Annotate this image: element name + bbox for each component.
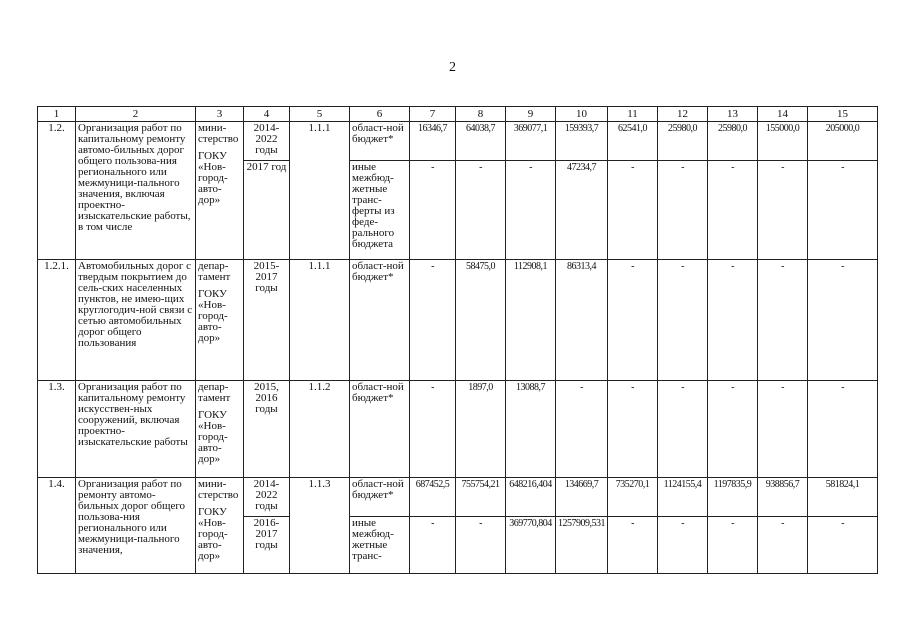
- agency-primary: депар-тамент: [198, 381, 231, 404]
- target-code: 1.1.1: [290, 260, 350, 381]
- value-cell: 369770,804: [506, 517, 556, 574]
- value-cell: -: [608, 161, 658, 260]
- header-cell: 2: [76, 107, 196, 122]
- table-row: [38, 478, 878, 517]
- value-cell: -: [456, 161, 506, 260]
- funding-source: иные межбюд-жетные транс-: [350, 517, 410, 574]
- value-cell: 369077,1: [506, 122, 556, 161]
- funding-source: област-ной бюджет*: [350, 122, 410, 161]
- years-cell: 2014-2022 годы: [244, 122, 290, 161]
- value-cell: 13088,7: [506, 381, 556, 478]
- header-cell: 6: [350, 107, 410, 122]
- value-cell: 1197835,9: [708, 478, 758, 517]
- target-code: 1.1.3: [290, 478, 350, 574]
- value-cell: -: [410, 381, 456, 478]
- agency-primary: мини-стерство: [198, 478, 239, 501]
- value-cell: -: [410, 260, 456, 381]
- value-cell: 755754,21: [456, 478, 506, 517]
- header-cell: 14: [758, 107, 808, 122]
- value-cell: 938856,7: [758, 478, 808, 517]
- target-code: 1.1.1: [290, 122, 350, 260]
- header-cell: 7: [410, 107, 456, 122]
- value-cell: -: [808, 161, 878, 260]
- header-cell: 5: [290, 107, 350, 122]
- header-cell: 1: [38, 107, 76, 122]
- value-cell: -: [658, 260, 708, 381]
- value-cell: -: [658, 381, 708, 478]
- value-cell: 1124155,4: [658, 478, 708, 517]
- value-cell: 25980,0: [708, 122, 758, 161]
- value-cell: 58475,0: [456, 260, 506, 381]
- value-cell: -: [708, 381, 758, 478]
- row-number: 1.2.1.: [38, 260, 76, 381]
- program-table: [37, 106, 878, 574]
- row-number: 1.3.: [38, 381, 76, 478]
- years-cell: 2014-2022 годы: [244, 478, 290, 517]
- value-cell: 47234,7: [556, 161, 608, 260]
- value-cell: -: [410, 517, 456, 574]
- agency-secondary: ГОКУ «Нов-город-авто-дор»: [198, 288, 228, 344]
- agency-primary: депар-тамент: [198, 260, 231, 283]
- agency-secondary: ГОКУ «Нов-город-авто-дор»: [198, 506, 228, 562]
- header-row: [38, 107, 878, 122]
- value-cell: -: [410, 161, 456, 260]
- years-cell: 2015, 2016 годы: [244, 381, 290, 478]
- value-cell: 134669,7: [556, 478, 608, 517]
- agency-cell: [196, 478, 244, 574]
- activity-name: Организация работ по капитальному ремонту искусствен-ных сооружений, включая проектно-изыскательские работы: [76, 381, 196, 478]
- funding-source: област-ной бюджет*: [350, 478, 410, 517]
- value-cell: -: [608, 517, 658, 574]
- agency-cell: [196, 381, 244, 478]
- agency-primary: мини-стерство: [198, 122, 239, 145]
- value-cell: -: [608, 260, 658, 381]
- activity-name: Автомобильных дорог с твердым покрытием до сель-ских населенных пунктов, не имею-щих круглогодич-ной связи с сетью автомобильных дорог общего пользования: [76, 260, 196, 381]
- value-cell: 112908,1: [506, 260, 556, 381]
- table-row: [38, 122, 878, 161]
- years-cell: 2016-2017 годы: [244, 517, 290, 574]
- page-number: 2: [449, 60, 456, 75]
- value-cell: 735270,1: [608, 478, 658, 517]
- table-row: [38, 381, 878, 478]
- funding-source: иные межбюд-жетные транс-ферты из феде-рального бюджета: [350, 161, 410, 260]
- header-cell: 4: [244, 107, 290, 122]
- header-cell: 11: [608, 107, 658, 122]
- value-cell: -: [456, 517, 506, 574]
- value-cell: 62541,0: [608, 122, 658, 161]
- years-cell: 2015-2017 годы: [244, 260, 290, 381]
- years-cell: 2017 год: [244, 161, 290, 260]
- value-cell: 64038,7: [456, 122, 506, 161]
- value-cell: -: [758, 517, 808, 574]
- value-cell: -: [608, 381, 658, 478]
- value-cell: 25980,0: [658, 122, 708, 161]
- value-cell: -: [708, 517, 758, 574]
- funding-source: област-ной бюджет*: [350, 381, 410, 478]
- value-cell: -: [808, 260, 878, 381]
- value-cell: 1897,0: [456, 381, 506, 478]
- agency-secondary: ГОКУ «Нов-город-авто-дор»: [198, 150, 228, 206]
- value-cell: -: [658, 517, 708, 574]
- header-cell: 8: [456, 107, 506, 122]
- value-cell: 581824,1: [808, 478, 878, 517]
- header-cell: 10: [556, 107, 608, 122]
- value-cell: -: [708, 260, 758, 381]
- value-cell: -: [808, 517, 878, 574]
- value-cell: -: [758, 161, 808, 260]
- agency-cell: [196, 122, 244, 260]
- header-cell: 3: [196, 107, 244, 122]
- funding-source: област-ной бюджет*: [350, 260, 410, 381]
- value-cell: -: [758, 381, 808, 478]
- value-cell: -: [708, 161, 758, 260]
- header-cell: 13: [708, 107, 758, 122]
- header-cell: 12: [658, 107, 708, 122]
- value-cell: 205000,0: [808, 122, 878, 161]
- header-cell: 15: [808, 107, 878, 122]
- value-cell: -: [506, 161, 556, 260]
- value-cell: 155000,0: [758, 122, 808, 161]
- value-cell: 648216,404: [506, 478, 556, 517]
- row-number: 1.4.: [38, 478, 76, 574]
- value-cell: 16346,7: [410, 122, 456, 161]
- agency-secondary: ГОКУ «Нов-город-авто-дор»: [198, 409, 228, 465]
- value-cell: -: [808, 381, 878, 478]
- agency-cell: [196, 260, 244, 381]
- value-cell: 687452,5: [410, 478, 456, 517]
- value-cell: -: [556, 381, 608, 478]
- value-cell: 86313,4: [556, 260, 608, 381]
- value-cell: 1257909,531: [556, 517, 608, 574]
- target-code: 1.1.2: [290, 381, 350, 478]
- value-cell: -: [658, 161, 708, 260]
- value-cell: -: [758, 260, 808, 381]
- value-cell: 159393,7: [556, 122, 608, 161]
- row-number: 1.2.: [38, 122, 76, 260]
- activity-name: Организация работ по капитальному ремонту автомо-бильных дорог общего пользова-ния регионального или межмуници-пального значения, включая проектно-изыскательские работы, в том числе: [76, 122, 196, 260]
- header-cell: 9: [506, 107, 556, 122]
- activity-name: Организация работ по ремонту автомо-бильных дорог общего пользова-ния регионального или межмуници-пального значения,: [76, 478, 196, 574]
- table-row: [38, 260, 878, 381]
